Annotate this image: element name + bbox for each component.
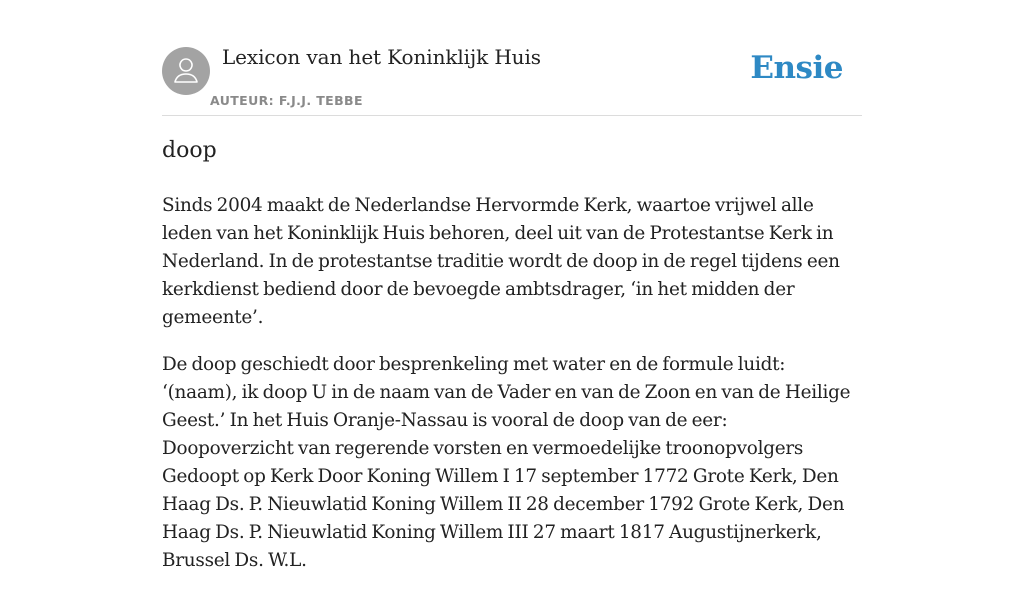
- entry-paragraph: De doop geschiedt door besprenkeling met water en de formule luidt: ‘(naam), ik doop U in de naam van de Vader en van de Zoon en van de Heilige Geest.’ In het Huis Oranje-Nassau is vooral de doop van de eer: Doopoverzicht van regerende vorsten en vermoedelijke troonopvolgers Gedoopt op Kerk Door Koning Willem I 17 september 1772 Grote Kerk, Den Haag Ds. P. Nieuwlatid Koning Willem II 28 december 1792 Grote Kerk, Den Haag Ds. P. Nieuwlatid Koning Willem III 27 maart 1817 Augustijnerkerk, Brussel Ds. W.L.: [162, 354, 851, 571]
- user-silhouette-icon: [162, 47, 210, 95]
- entry-body: [162, 192, 862, 594]
- author-avatar: [162, 47, 210, 95]
- article-header: [162, 0, 862, 116]
- entry-title: doop: [162, 138, 217, 163]
- author-name[interactable]: AUTEUR: F.J.J. TEBBE: [210, 93, 363, 108]
- ensie-logo[interactable]: Ensie: [750, 50, 843, 86]
- entry-paragraph: Sinds 2004 maakt de Nederlandse Hervormde Kerk, waartoe vrijwel alle leden van het Koninklijk Huis behoren, deel uit van de Protestantse Kerk in Nederland. In de protestantse traditie wordt de doop in de regel tijdens een kerkdienst bediend door de bevoegde ambtsdrager, ‘in het midden der gemeente’.: [162, 195, 840, 328]
- book-title[interactable]: Lexicon van het Koninklijk Huis: [222, 45, 541, 69]
